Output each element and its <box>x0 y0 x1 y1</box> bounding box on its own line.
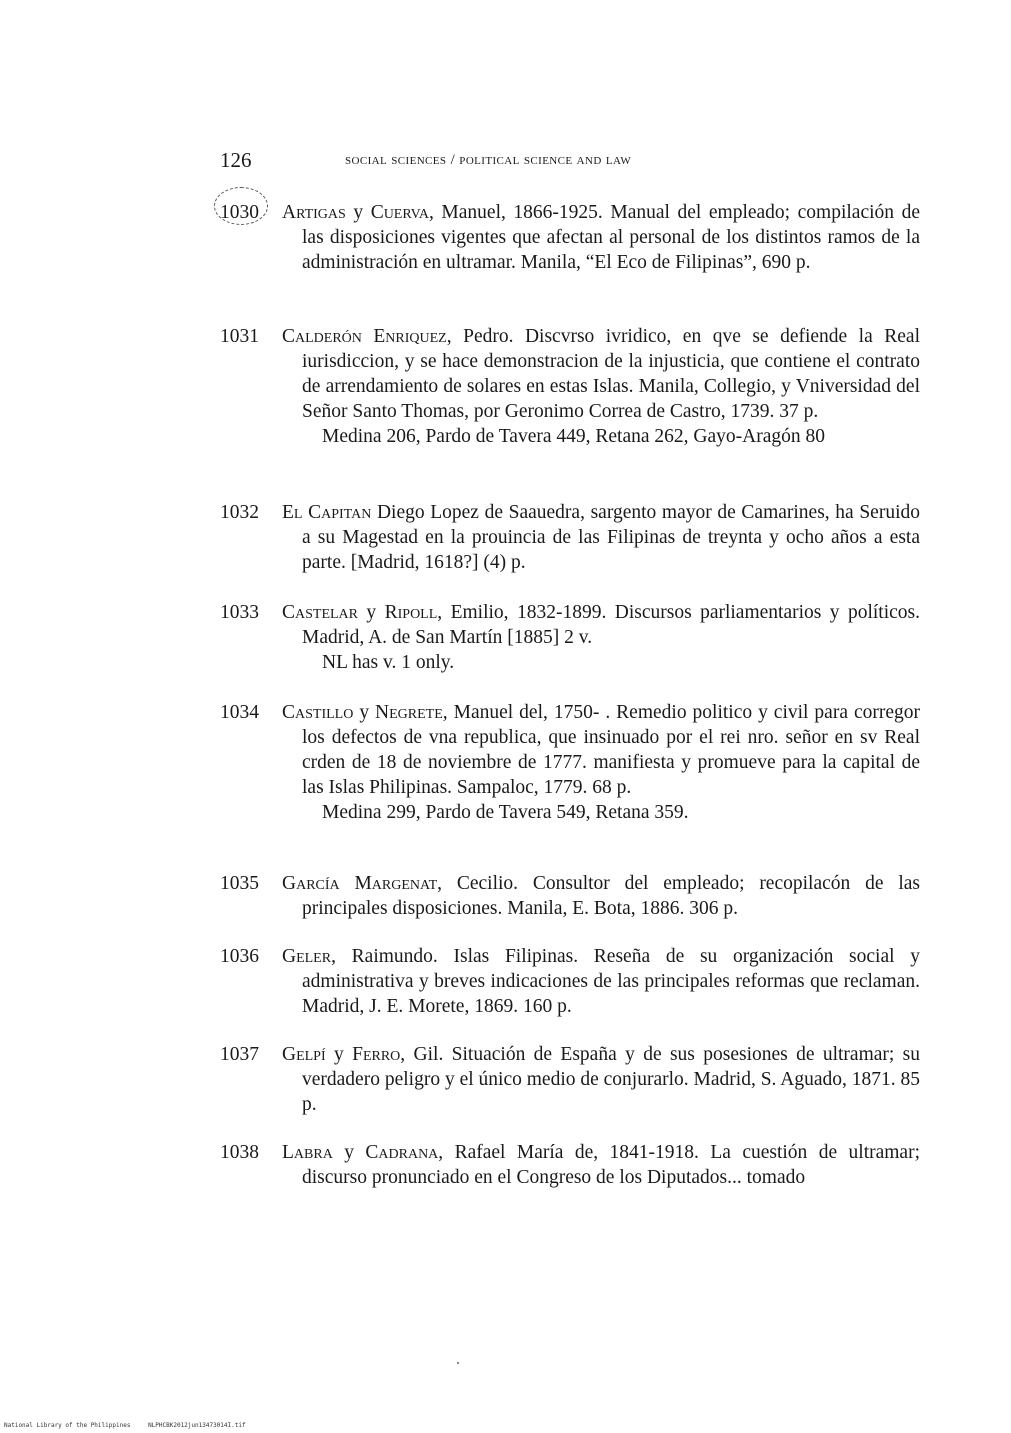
entry-description: , Cecilio. Consultor del empleado; recopilacón de las principales disposiciones. Manila, E. Bota, 1886. 306 p. <box>302 873 920 919</box>
entry-text <box>282 700 920 800</box>
entry-author-second: Cadrana <box>365 1142 439 1163</box>
author-join: y <box>358 602 385 623</box>
entry-author: Castillo <box>282 702 354 723</box>
bibliography-entry <box>220 1140 920 1190</box>
author-join: y <box>345 202 371 223</box>
entry-number: 1035 <box>220 873 259 894</box>
entry-number: 1036 <box>220 946 259 967</box>
entry-author: Gelpí <box>282 1044 326 1065</box>
entry-note: Medina 299, Pardo de Tavera 549, Retana 359. <box>322 802 689 823</box>
entry-author: Labra <box>282 1142 333 1163</box>
entry-text <box>282 200 920 275</box>
entry-text <box>282 944 920 1019</box>
scan-speck <box>457 1362 459 1364</box>
entry-note: NL has v. 1 only. <box>322 652 455 673</box>
entry-author: Geler <box>282 946 332 967</box>
bibliography-entry <box>220 700 920 825</box>
scan-footer <box>4 1422 260 1429</box>
entry-description: , Pedro. Discvrso ivridico, en qve se defiende la Real iurisdiccion, y se hace demonstracion de la injusticia, que contiene el contrato de arrendamiento de solares en estas Islas. Manila, Collegio, y Vniversidad del Señor Santo Thomas, por Geronimo Correa de Castro, 1739. 37 p. <box>302 326 920 422</box>
author-join: y <box>353 702 376 723</box>
entry-number: 1031 <box>220 326 259 347</box>
entry-number: 1038 <box>220 1142 259 1163</box>
entry-author-second: Cuerva <box>370 202 429 223</box>
bibliography-entry <box>220 600 920 675</box>
entry-description: , Emilio, 1832-1899. Discursos parliamentarios y políticos. Madrid, A. de San Martín [1885] 2 v. <box>302 602 920 648</box>
entry-description: , Manuel del, 1750- . Remedio politico y civil para corregor los defectos de vna republica, que insinuado por el rei nro. señor en sv Real crden de 18 de noviembre de 1777. manifiesta y promueve para la capital de las Islas Philipinas. Sampaloc, 1779. 68 p. <box>302 702 920 798</box>
entry-description: , Manuel, 1866-1925. Manual del empleado; compilación de las disposiciones vigentes que afectan al personal de los distintos ramos de la administración en ultramar. Manila, “El Eco de Filipinas”, 690 p. <box>302 202 920 273</box>
bibliography-entry <box>220 200 920 275</box>
bibliography-entry <box>220 871 920 921</box>
entry-author-second: Negrete <box>375 702 443 723</box>
entry-text <box>282 1140 920 1190</box>
author-join: y <box>332 1142 366 1163</box>
entry-author: Artigas <box>282 202 346 223</box>
footer-file-id: NLPHCBK2012jun13473014I.tif <box>148 1422 246 1429</box>
entry-author: García Margenat <box>282 873 438 894</box>
entry-text <box>282 500 920 575</box>
entry-author-second: Ferro <box>352 1044 401 1065</box>
bibliography-entry <box>220 324 920 449</box>
entry-number: 1030 <box>220 202 259 223</box>
entry-note: Medina 206, Pardo de Tavera 449, Retana 262, Gayo-Aragón 80 <box>322 426 825 447</box>
entry-author: El Capitan <box>282 502 372 523</box>
entry-text <box>282 871 920 921</box>
entry-number: 1033 <box>220 602 259 623</box>
page-header <box>220 148 920 176</box>
entry-description: , Raimundo. Islas Filipinas. Reseña de su organización social y administrativa y breves indicaciones de las principales reformas que reclaman. Madrid, J. E. Morete, 1869. 160 p. <box>302 946 920 1017</box>
entry-text <box>282 600 920 650</box>
entry-description: Diego Lopez de Saauedra, sargento mayor de Camarines, ha Seruido a su Magestad en la prouincia de las Filipinas de treynta y ocho años a esta parte. [Madrid, 1618?] (4) p. <box>302 502 920 573</box>
entry-author: Calderón Enriquez <box>282 326 447 347</box>
author-join: y <box>325 1044 353 1065</box>
bibliography-entry <box>220 500 920 575</box>
entry-number: 1037 <box>220 1044 259 1065</box>
entry-author-second: Ripoll <box>384 602 438 623</box>
page-number: 126 <box>220 148 252 172</box>
running-title: social sciences / political science and law <box>345 152 632 168</box>
entry-number: 1034 <box>220 702 259 723</box>
entry-text <box>282 1042 920 1117</box>
entry-author: Castelar <box>282 602 359 623</box>
entry-number: 1032 <box>220 502 259 523</box>
entry-description: , Gil. Situación de España y de sus posesiones de ultramar; su verdadero peligro y el único medio de conjurarlo. Madrid, S. Aguado, 1871. 85 p. <box>302 1044 920 1115</box>
entry-description: , Rafael María de, 1841-1918. La cuestión de ultramar; discurso pronunciado en el Congreso de los Diputados... tomado <box>302 1142 920 1188</box>
bibliography-entry <box>220 1042 920 1117</box>
bibliography-entry <box>220 944 920 1019</box>
footer-library: National Library of the Philippines <box>4 1422 131 1429</box>
entry-text <box>282 324 920 424</box>
